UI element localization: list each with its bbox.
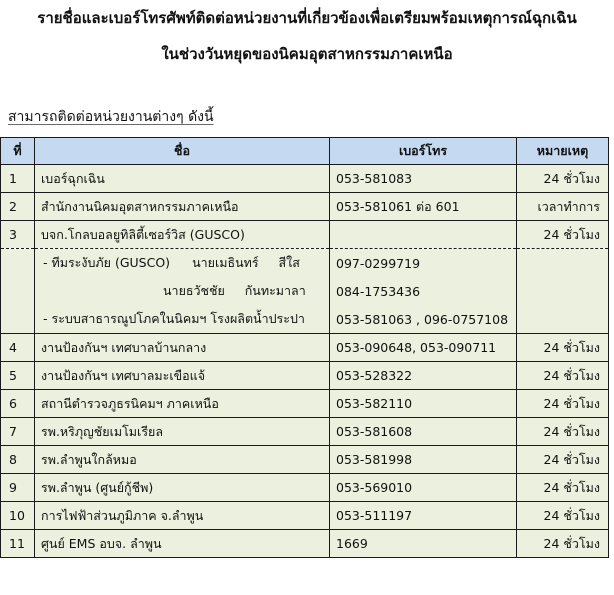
row-no: 7 <box>1 418 35 446</box>
row-no: 11 <box>1 530 35 558</box>
table-row <box>1 446 609 474</box>
row-name: สำนักงานนิคมอุตสาหกรรมภาคเหนือ <box>35 193 330 221</box>
row-phone: 053-511197 <box>330 502 517 530</box>
header-phone: เบอร์โทร <box>330 138 517 165</box>
row-no-empty <box>1 277 35 305</box>
row-name: รพ.ลำพูน (ศูนย์กู้ชีพ) <box>35 474 330 502</box>
gusco-person-1-name: นายเมธินทร์ <box>192 255 259 270</box>
row-name: รพ.ลำพูนใกล้หมอ <box>35 446 330 474</box>
row-phone: 053-581608 <box>330 418 517 446</box>
document-title-line-2: ในช่วงวันหยุดของนิคมอุตสาหกรรมภาคเหนือ <box>161 45 453 63</box>
table-row <box>1 165 609 193</box>
header-no: ที่ <box>1 138 35 165</box>
gusco-sub-row <box>1 249 609 278</box>
table-row <box>1 530 609 558</box>
row-phone: 1669 <box>330 530 517 558</box>
row-note: 24 ชั่วโมง <box>517 221 609 249</box>
gusco-person-1-surname: สีใส <box>278 255 300 270</box>
gusco-person-2-surname: กันทะมาลา <box>244 283 306 298</box>
gusco-sub-row <box>1 277 609 305</box>
row-no: 2 <box>1 193 35 221</box>
table-row <box>1 390 609 418</box>
row-no-empty <box>1 305 35 334</box>
row-note: 24 ชั่วโมง <box>517 334 609 362</box>
section-subtitle: สามารถติดต่อหน่วยงานต่างๆ ดังนี้ <box>8 109 214 125</box>
gusco-utilities-label: - ระบบสาธารณูปโภคในนิคมฯ โรงผลิตน้ำประปา <box>35 305 330 334</box>
row-phone: 053-581998 <box>330 446 517 474</box>
row-name: งานป้องกันฯ เทศบาลมะเขือแจ้ <box>35 362 330 390</box>
gusco-sub-row <box>1 305 609 334</box>
gusco-person-2-phone: 084-1753436 <box>330 277 517 305</box>
document-title-line-1: รายชื่อและเบอร์โทรศัพท์ติดต่อหน่วยงานที่เกี่ยวข้องเพื่อเตรียมพร้อมเหตุการณ์ฉุกเฉิน <box>37 9 577 27</box>
row-note: 24 ชั่วโมง <box>517 362 609 390</box>
row-phone: 053-581083 <box>330 165 517 193</box>
table-row <box>1 221 609 249</box>
table-row <box>1 193 609 221</box>
row-no: 1 <box>1 165 35 193</box>
row-no: 6 <box>1 390 35 418</box>
row-phone: 053-581061 ต่อ 601 <box>330 193 517 221</box>
header-note: หมายเหตุ <box>517 138 609 165</box>
row-name: การไฟฟ้าส่วนภูมิภาค จ.ลำพูน <box>35 502 330 530</box>
table-row <box>1 362 609 390</box>
row-note: 24 ชั่วโมง <box>517 165 609 193</box>
row-phone: 053-569010 <box>330 474 517 502</box>
row-phone <box>330 221 517 249</box>
gusco-person-2-name: นายธวัชชัย <box>163 283 225 298</box>
row-note: 24 ชั่วโมง <box>517 390 609 418</box>
row-no-empty <box>1 249 35 278</box>
table-row <box>1 418 609 446</box>
row-note: 24 ชั่วโมง <box>517 474 609 502</box>
gusco-person-1-phone: 097-0299719 <box>330 249 517 278</box>
row-note-empty <box>517 249 609 278</box>
gusco-line-1 <box>35 249 330 278</box>
gusco-fire-team-label: - ทีมระงับภัย (GUSCO) <box>43 255 171 270</box>
row-name: รพ.หริภุญชัยเมโมเรียล <box>35 418 330 446</box>
row-phone: 053-582110 <box>330 390 517 418</box>
row-note-empty <box>517 305 609 334</box>
row-note: เวลาทำการ <box>517 193 609 221</box>
row-note: 24 ชั่วโมง <box>517 418 609 446</box>
row-no: 3 <box>1 221 35 249</box>
gusco-line-2 <box>35 277 330 305</box>
table-row <box>1 502 609 530</box>
row-note: 24 ชั่วโมง <box>517 502 609 530</box>
row-name: ศูนย์ EMS อบจ. ลำพูน <box>35 530 330 558</box>
table-row <box>1 334 609 362</box>
row-note-empty <box>517 277 609 305</box>
row-phone: 053-528322 <box>330 362 517 390</box>
row-no: 8 <box>1 446 35 474</box>
row-no: 5 <box>1 362 35 390</box>
table-header-row <box>1 138 609 165</box>
row-name: สถานีตำรวจภูธรนิคมฯ ภาคเหนือ <box>35 390 330 418</box>
row-name: เบอร์ฉุกเฉิน <box>35 165 330 193</box>
row-no: 9 <box>1 474 35 502</box>
gusco-utilities-phone: 053-581063 , 096-0757108 <box>330 305 517 334</box>
row-no: 10 <box>1 502 35 530</box>
header-name: ชื่อ <box>35 138 330 165</box>
row-name: บจก.โกลบอลยูทิลิตี้เซอร์วิส (GUSCO) <box>35 221 330 249</box>
row-note: 24 ชั่วโมง <box>517 530 609 558</box>
row-no: 4 <box>1 334 35 362</box>
contacts-table <box>0 137 609 558</box>
table-row <box>1 474 609 502</box>
row-note: 24 ชั่วโมง <box>517 446 609 474</box>
row-name: งานป้องกันฯ เทศบาลบ้านกลาง <box>35 334 330 362</box>
row-phone: 053-090648, 053-090711 <box>330 334 517 362</box>
